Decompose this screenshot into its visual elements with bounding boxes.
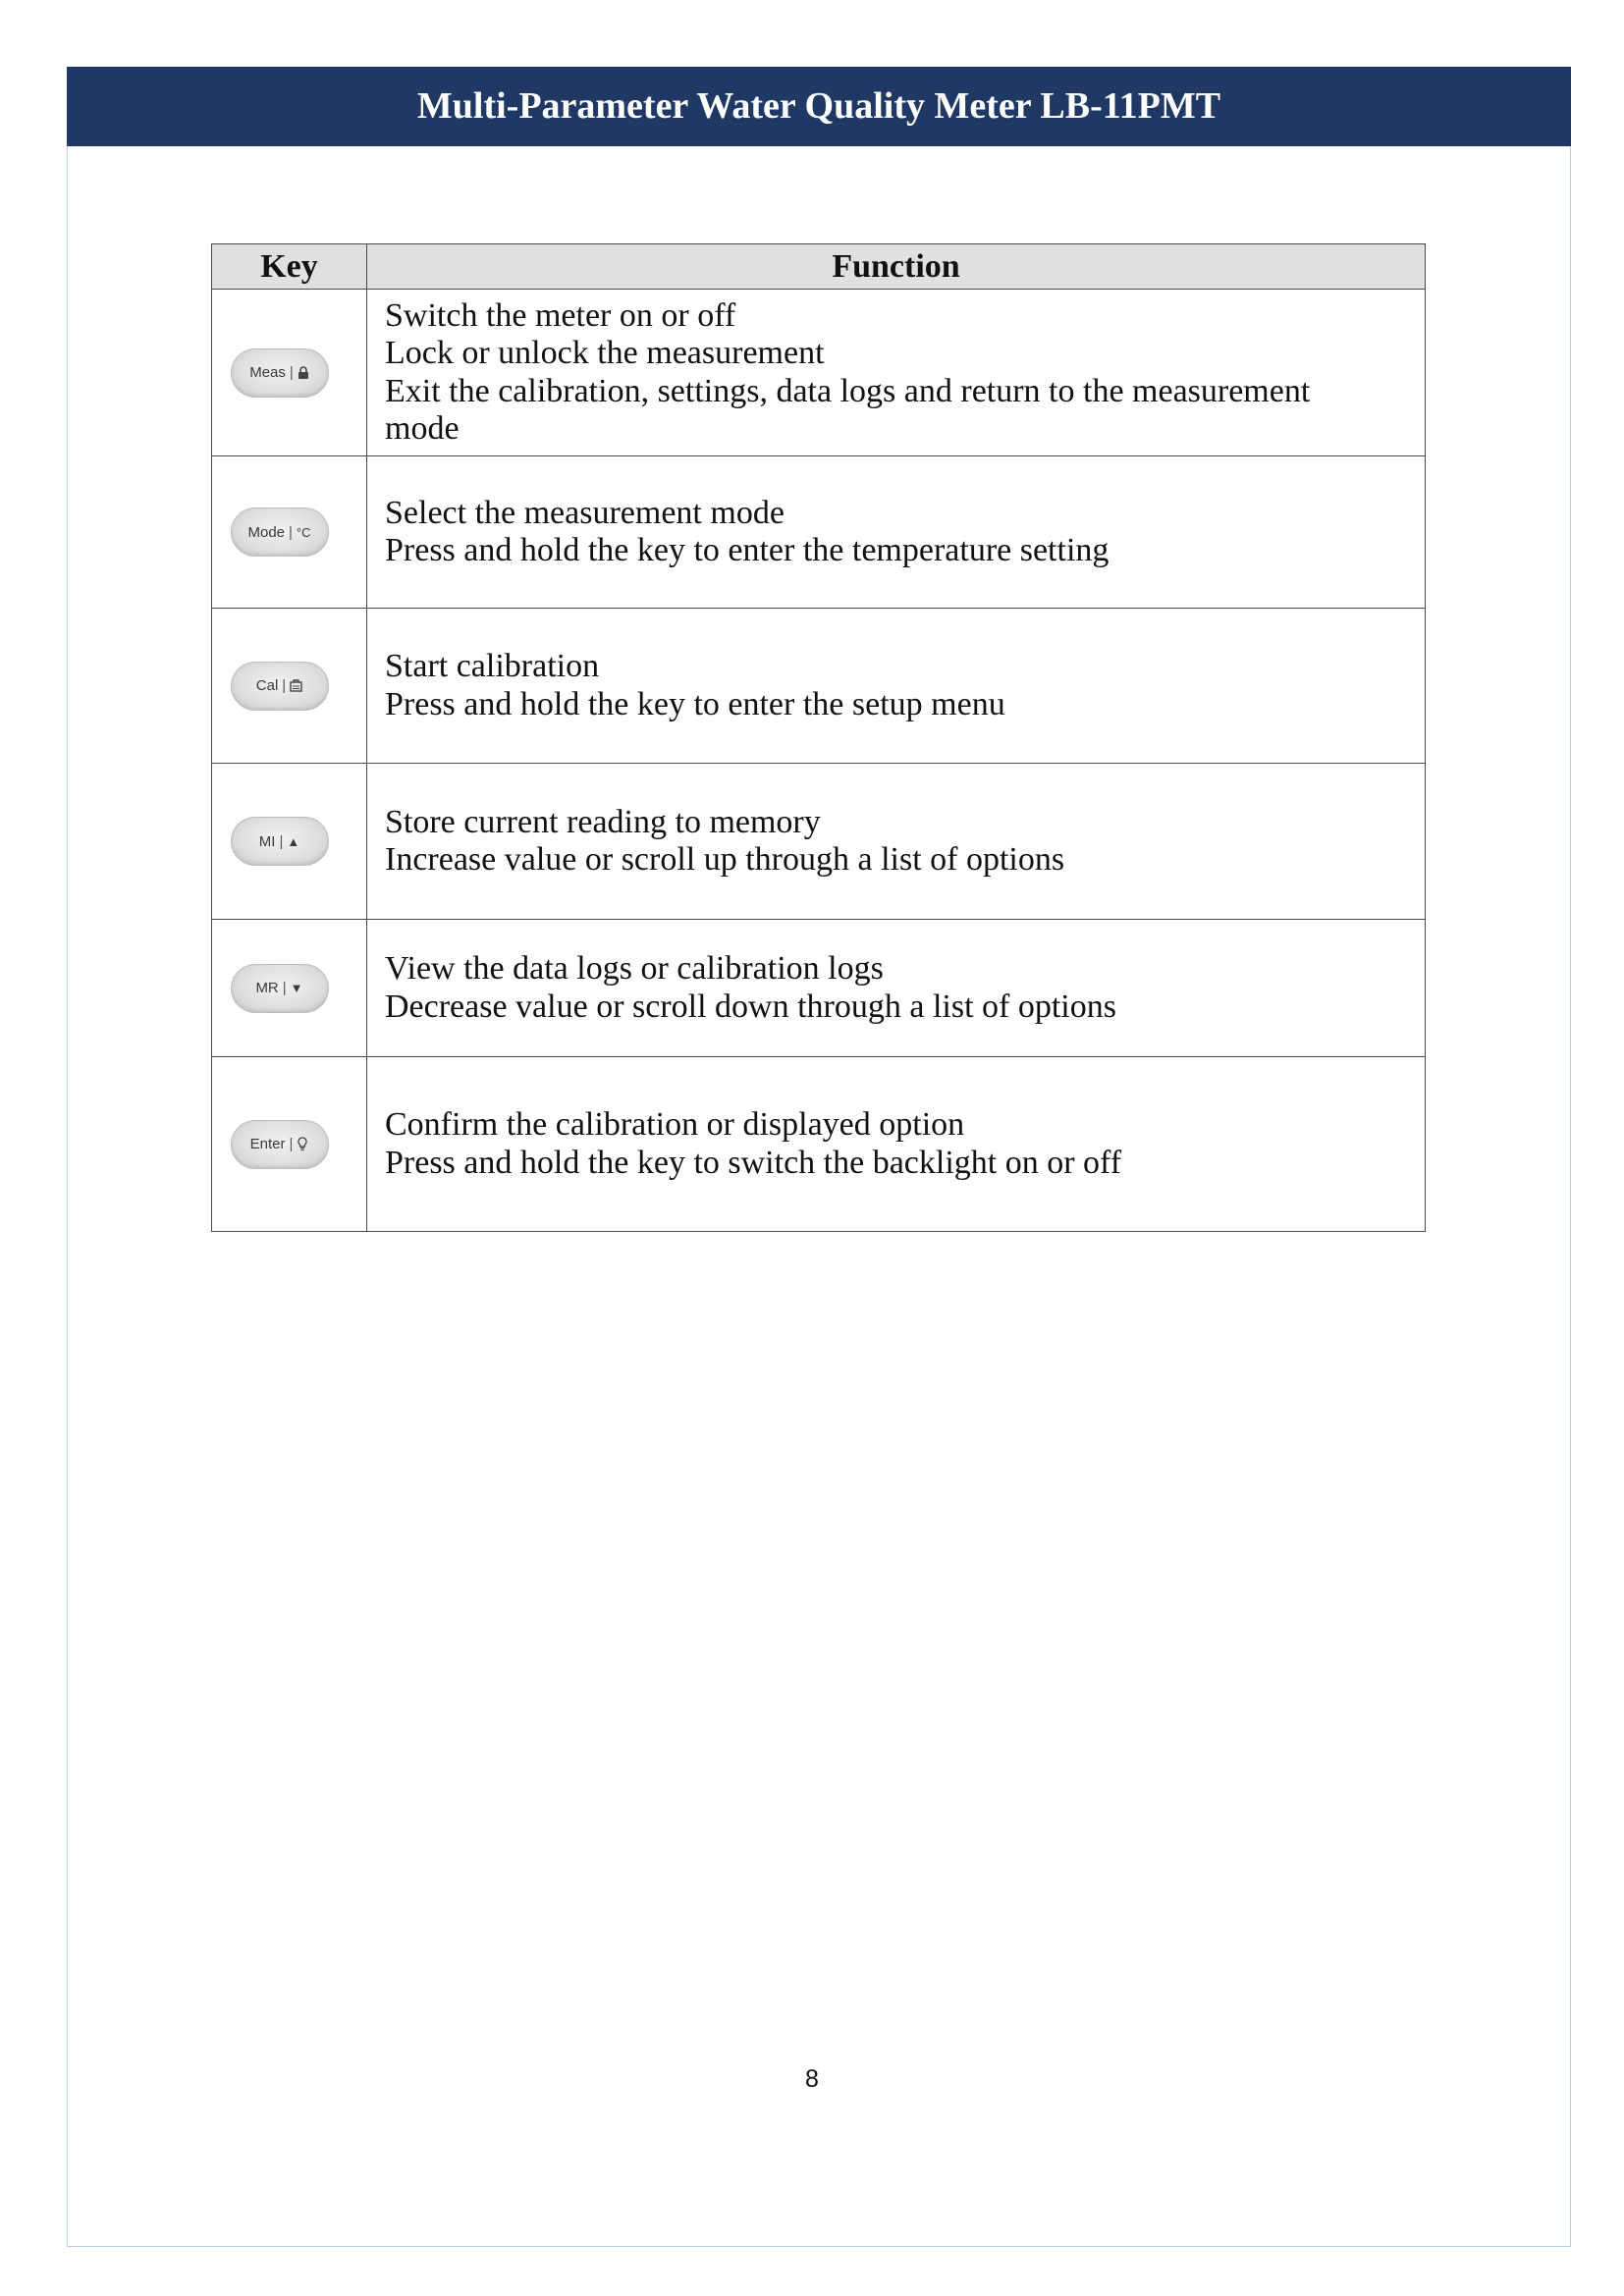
meas-key-image [231, 348, 329, 398]
table-header-row [212, 244, 1426, 290]
key-label: Enter [249, 1136, 286, 1152]
key-cell [212, 764, 367, 920]
function-text: View the data logs or calibration logs [385, 950, 884, 987]
celsius-symbol: °C [296, 524, 311, 540]
enter-key-image [231, 1120, 329, 1169]
backlight-icon [297, 1137, 308, 1151]
key-label: MI [258, 832, 276, 850]
table-row [212, 609, 1426, 764]
key-separator: | [279, 832, 284, 850]
function-cell [367, 456, 1426, 609]
key-label: Meas [249, 364, 286, 381]
table-row [212, 456, 1426, 609]
mr-key-image [231, 964, 329, 1013]
table-row [212, 290, 1426, 456]
function-text: Start calibration [385, 648, 600, 684]
function-text: Decrease value or scroll down through a list of options [385, 988, 1116, 1025]
down-arrow-icon: ▼ [290, 981, 303, 995]
table-row [212, 764, 1426, 920]
function-cell [367, 1057, 1426, 1232]
function-text: Switch the meter on or off [385, 296, 736, 334]
key-separator: | [282, 677, 287, 694]
function-cell [367, 290, 1426, 456]
key-label: MR [255, 980, 279, 996]
function-cell [367, 764, 1426, 920]
function-cell [367, 609, 1426, 764]
function-text: Increase value or scroll up through a list of options [385, 841, 1065, 878]
function-text: Store current reading to memory [385, 803, 821, 840]
function-cell [367, 920, 1426, 1057]
key-cell [212, 609, 367, 764]
function-text: Lock or unlock the measurement [385, 335, 825, 371]
page-number: 8 [805, 2065, 819, 2093]
key-cell [212, 290, 367, 456]
cal-key-image [231, 662, 329, 711]
function-text: Press and hold the key to enter the setup menu [385, 685, 1005, 722]
key-function-table [211, 243, 1426, 1232]
lock-icon [298, 366, 309, 379]
table-row [212, 920, 1426, 1057]
mode-key-image [231, 507, 329, 557]
column-header-function: Function [367, 244, 1426, 290]
function-text: Select the measurement mode [385, 494, 785, 531]
key-separator: | [282, 980, 287, 996]
function-text: Confirm the calibration or displayed option [385, 1106, 965, 1143]
mi-key-image [231, 817, 329, 866]
key-separator: | [289, 1136, 294, 1152]
key-cell [212, 920, 367, 1057]
page-title: Multi-Parameter Water Quality Meter LB-11PMT [416, 85, 1221, 127]
function-text: Press and hold the key to switch the backlight on or off [385, 1144, 1122, 1181]
setup-icon [290, 679, 302, 692]
column-header-key: Key [212, 244, 367, 290]
key-cell [212, 1057, 367, 1232]
key-label: Mode [247, 523, 286, 541]
table-row [212, 1057, 1426, 1232]
key-separator: | [289, 364, 294, 381]
function-text: Exit the calibration, settings, data logs and return to the measurement mode [385, 372, 1311, 447]
up-arrow-icon: ▲ [287, 833, 300, 849]
key-cell [212, 456, 367, 609]
key-label: Cal [255, 677, 279, 694]
key-separator: | [289, 523, 293, 541]
page-header [67, 67, 1571, 146]
function-text: Press and hold the key to enter the temperature setting [385, 532, 1110, 568]
